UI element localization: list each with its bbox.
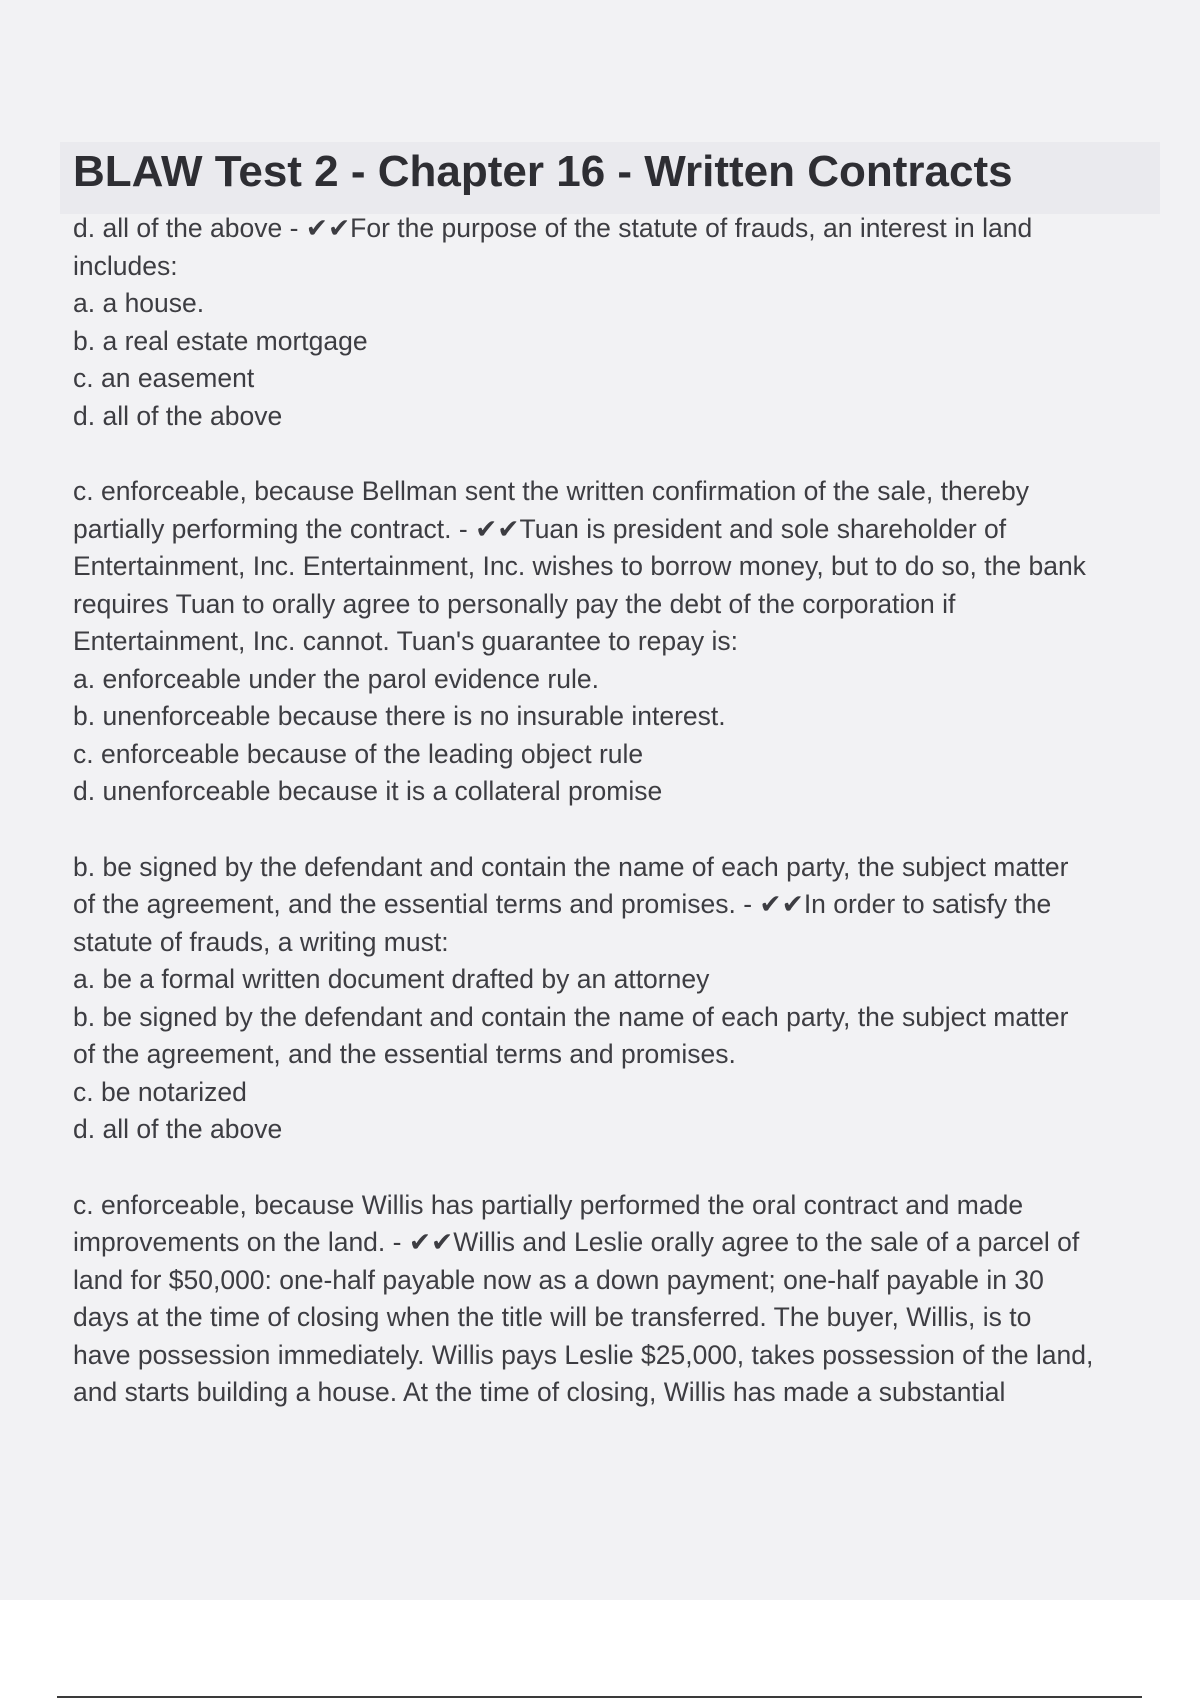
text-line: c. enforceable because of the leading object rule (73, 738, 644, 769)
text-line: requires Tuan to orally agree to personally pay the debt of the corporation if (73, 588, 956, 619)
text-line: improvements on the land. - ✔✔Willis and Leslie orally agree to the sale of a parcel of (73, 1227, 1080, 1257)
text-line: of the agreement, and the essential terms and promises. (73, 1039, 736, 1069)
text-line: a. a house. (73, 288, 205, 318)
document-body (73, 210, 1158, 1450)
text-line: d. all of the above (73, 1114, 283, 1144)
qa-block (73, 1187, 1158, 1412)
text-line: b. unenforceable because there is no insurable interest. (73, 701, 726, 731)
text-line: b. be signed by the defendant and contain the name of each party, the subject matter (73, 1001, 1069, 1032)
document-title: BLAW Test 2 - Chapter 16 - Written Contracts (73, 147, 1013, 196)
text-line: d. all of the above - ✔✔For the purpose of the statute of frauds, an interest in land (73, 213, 1033, 243)
text-line: days at the time of closing when the title will be transferred. The buyer, Willis, is to (73, 1302, 1032, 1332)
text-line: b. a real estate mortgage (73, 325, 368, 356)
text-line: d. unenforceable because it is a collateral promise (73, 776, 663, 806)
text-line: a. be a formal written document drafted by an attorney (73, 964, 710, 994)
text-line: of the agreement, and the essential terms and promises. - ✔✔In order to satisfy the (73, 889, 1052, 919)
text-line: statute of frauds, a writing must: (73, 926, 449, 957)
text-line: c. an easement (73, 363, 255, 393)
qa-block (73, 473, 1158, 811)
text-line: c. be notarized (73, 1076, 247, 1107)
footer-divider (57, 1696, 1142, 1698)
text-line: Entertainment, Inc. Entertainment, Inc. wishes to borrow money, but to do so, the bank (73, 551, 1086, 581)
text-line: a. enforceable under the parol evidence rule. (73, 663, 599, 694)
text-line: b. be signed by the defendant and contain the name of each party, the subject matter (73, 851, 1069, 882)
text-line: c. enforceable, because Bellman sent the written confirmation of the sale, thereby (73, 476, 1030, 506)
qa-block (73, 849, 1158, 1149)
text-line: c. enforceable, because Willis has partially performed the oral contract and made (73, 1189, 1024, 1220)
text-line: d. all of the above (73, 400, 283, 431)
text-line: and starts building a house. At the time of closing, Willis has made a substantial (73, 1377, 1006, 1407)
text-line: partially performing the contract. - ✔✔Tuan is president and sole shareholder of (73, 513, 1007, 544)
text-line: have possession immediately. Willis pays Leslie $25,000, takes possession of the land, (73, 1339, 1094, 1370)
text-line: includes: (73, 250, 178, 281)
text-line: Entertainment, Inc. cannot. Tuan's guarantee to repay is: (73, 626, 739, 656)
text-line: land for $50,000: one-half payable now as a down payment; one-half payable in 30 (73, 1264, 1044, 1295)
qa-block (73, 210, 1158, 435)
